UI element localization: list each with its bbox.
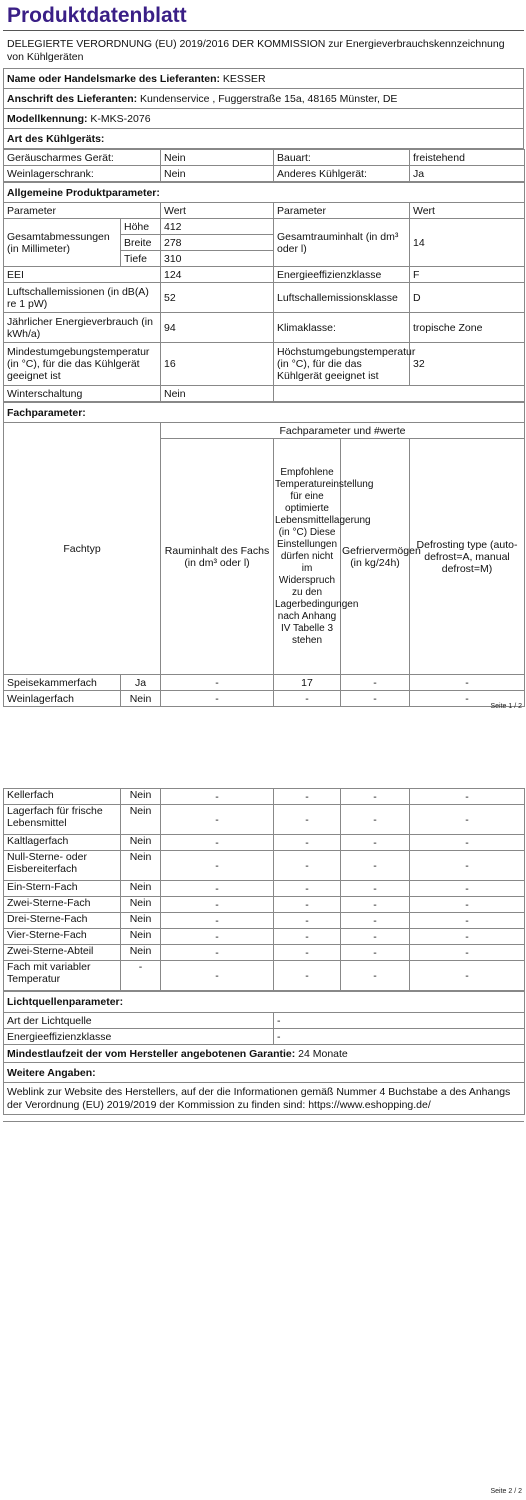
empty-cell	[274, 386, 525, 402]
warranty-row	[4, 1045, 525, 1063]
supplier-value: KESSER	[222, 72, 266, 85]
fach-volume: -	[161, 945, 274, 961]
fach-present: Nein	[121, 691, 161, 707]
regulation-text: DELEGIERTE VERORDNUNG (EU) 2019/2016 DER KOMMISSION zur Energieverbrauchskennzeichnung von Kühlgeräten	[7, 38, 505, 63]
further-info	[4, 1083, 525, 1115]
fach-temp: -	[274, 897, 341, 913]
device-value: Nein	[161, 166, 274, 182]
param-label: Mindestumgebungstemperatur (in °C), für die das Kühlgerät geeignet ist	[4, 343, 161, 386]
fach-name: Weinlagerfach	[4, 691, 121, 707]
page-1	[3, 0, 524, 710]
fach-present: Nein	[121, 913, 161, 929]
fach-name: Lagerfach für frische Lebensmittel	[4, 805, 121, 835]
fach-temp: -	[274, 835, 341, 851]
fach-volume: -	[161, 805, 274, 835]
fach-freeze: -	[341, 881, 410, 897]
fach-name: Kellerfach	[4, 789, 121, 805]
param-value: D	[410, 283, 525, 313]
param-label: EEI	[4, 267, 161, 283]
fach-freeze: -	[341, 675, 410, 691]
fach-temp: -	[274, 691, 341, 707]
header-table	[3, 68, 524, 149]
param-label: Energieeffizienzklasse	[274, 267, 410, 283]
fach-present: Ja	[121, 675, 161, 691]
winter-label: Winterschaltung	[4, 386, 161, 402]
param-value: 32	[410, 343, 525, 386]
fach-freeze: -	[341, 835, 410, 851]
fach-temp: -	[274, 851, 341, 881]
fach-volume: -	[161, 929, 274, 945]
device-label: Geräuscharmes Gerät:	[4, 150, 161, 166]
fach-temp: -	[274, 961, 341, 991]
warranty-label: Mindestlaufzeit der vom Hersteller angebotenen Garantie:	[7, 1047, 296, 1060]
col-temperature: Empfohlene Temperatureinstellung für eine optimierte Lebensmittellagerung (in °C) Diese Einstellungen dürfen nicht im Widerspruch zu den Lagerbedingungen nach Anhang IV Tabelle 3 stehen	[274, 439, 341, 675]
fach-name: Ein-Stern-Fach	[4, 881, 121, 897]
fach-defrost: -	[410, 897, 525, 913]
device-value: freistehend	[410, 150, 525, 166]
fach-volume: -	[161, 835, 274, 851]
fach-name: Speisekammerfach	[4, 675, 121, 691]
compartments-heading: Fachparameter:	[4, 403, 525, 423]
fach-freeze: -	[341, 961, 410, 991]
general-heading: Allgemeine Produktparameter:	[4, 183, 525, 203]
volume-value: 14	[410, 219, 525, 267]
address-row	[4, 89, 524, 109]
table-row	[4, 851, 525, 881]
fach-freeze: -	[341, 929, 410, 945]
light-value: -	[274, 1013, 525, 1029]
fach-freeze: -	[341, 945, 410, 961]
col-defrost: Defrosting type (auto-defrost=A, manual defrost=M)	[410, 439, 525, 675]
fach-defrost: -	[410, 805, 525, 835]
fach-present: Nein	[121, 851, 161, 881]
table-row	[4, 881, 525, 897]
model-row	[4, 109, 524, 129]
compartments-table-p2	[3, 788, 525, 991]
device-label: Anderes Kühlgerät:	[274, 166, 410, 182]
model-value: K-MKS-2076	[90, 112, 151, 125]
manufacturer-link[interactable]: https://www.eshopping.de/	[308, 1098, 431, 1111]
fach-freeze: -	[341, 851, 410, 881]
fach-defrost: -	[410, 691, 525, 707]
light-heading: Lichtquellenparameter:	[4, 992, 525, 1013]
address-value: Kundenservice , Fuggerstraße 15a, 48165 Münster, DE	[140, 92, 398, 105]
volume-label: Gesamtrauminhalt (in dm³ oder l)	[274, 219, 410, 267]
table-row	[4, 913, 525, 929]
fach-name: Drei-Sterne-Fach	[4, 913, 121, 929]
fach-defrost: -	[410, 789, 525, 805]
param-label: Klimaklasse:	[274, 313, 410, 343]
compartments-table-p1	[3, 402, 525, 707]
col-value: Wert	[161, 203, 274, 219]
table-row	[4, 897, 525, 913]
address-label: Anschrift des Lieferanten:	[7, 92, 138, 105]
param-label: Höchstumgebungstemperatur (in °C), für die das Kühlgerät geeignet ist	[274, 343, 410, 386]
fach-defrost: -	[410, 961, 525, 991]
light-value: -	[274, 1029, 525, 1045]
fach-temp: -	[274, 789, 341, 805]
further-heading: Weitere Angaben:	[4, 1063, 525, 1083]
fach-volume: -	[161, 675, 274, 691]
device-label: Weinlagerschrank:	[4, 166, 161, 182]
col-fachtyp: Fachtyp	[4, 423, 161, 675]
fach-volume: -	[161, 851, 274, 881]
fach-name: Vier-Sterne-Fach	[4, 929, 121, 945]
dim-label: Höhe	[121, 219, 161, 235]
dim-label: Tiefe	[121, 251, 161, 267]
fach-present: Nein	[121, 805, 161, 835]
table-row	[4, 675, 525, 691]
param-label: Luftschallemissionsklasse	[274, 283, 410, 313]
fach-temp: -	[274, 929, 341, 945]
fach-temp: 17	[274, 675, 341, 691]
fach-volume: -	[161, 897, 274, 913]
fach-present: -	[121, 961, 161, 991]
fach-volume: -	[161, 881, 274, 897]
fach-present: Nein	[121, 835, 161, 851]
fach-temp: -	[274, 913, 341, 929]
light-label: Art der Lichtquelle	[4, 1013, 274, 1029]
fach-defrost: -	[410, 945, 525, 961]
device-value: Ja	[410, 166, 525, 182]
device-value: Nein	[161, 150, 274, 166]
col-parameter: Parameter	[4, 203, 161, 219]
fach-volume: -	[161, 913, 274, 929]
fach-freeze: -	[341, 805, 410, 835]
fach-temp: -	[274, 945, 341, 961]
fach-present: Nein	[121, 929, 161, 945]
warranty-value: 24 Monate	[298, 1047, 348, 1060]
page-2-bottom-rule	[3, 1115, 524, 1122]
fach-temp: -	[274, 881, 341, 897]
param-label: Jährlicher Energieverbrauch (in kWh/a)	[4, 313, 161, 343]
group-header: Fachparameter und #werte	[161, 423, 525, 439]
device-row	[4, 150, 525, 166]
device-type-heading: Art des Kühlgeräts:	[4, 129, 524, 149]
col-parameter: Parameter	[274, 203, 410, 219]
page-number: Seite 2 / 2	[490, 1488, 522, 1495]
fach-temp: -	[274, 805, 341, 835]
dim-value: 310	[161, 251, 274, 267]
fach-freeze: -	[341, 789, 410, 805]
fach-volume: -	[161, 961, 274, 991]
fach-freeze: -	[341, 897, 410, 913]
fach-name: Kaltlagerfach	[4, 835, 121, 851]
fach-present: Nein	[121, 881, 161, 897]
device-type-table	[3, 149, 525, 182]
param-value: 52	[161, 283, 274, 313]
device-label: Bauart:	[274, 150, 410, 166]
param-value: 16	[161, 343, 274, 386]
fach-name: Zwei-Sterne-Abteil	[4, 945, 121, 961]
fach-defrost: -	[410, 929, 525, 945]
dimensions-label: Gesamtabmessungen (in Millimeter)	[4, 219, 121, 267]
fach-defrost: -	[410, 881, 525, 897]
table-row	[4, 805, 525, 835]
fach-freeze: -	[341, 691, 410, 707]
winter-value: Nein	[161, 386, 274, 402]
model-label: Modellkennung:	[7, 112, 88, 125]
light-label: Energieeffizienzklasse	[4, 1029, 274, 1045]
dim-value: 412	[161, 219, 274, 235]
supplier-label: Name oder Handelsmarke des Lieferanten:	[7, 72, 220, 85]
table-row	[4, 929, 525, 945]
col-freeze: Gefriervermögen (in kg/24h)	[341, 439, 410, 675]
param-label: Luftschallemissionen (in dB(A) re 1 pW)	[4, 283, 161, 313]
fach-volume: -	[161, 789, 274, 805]
fach-defrost: -	[410, 851, 525, 881]
general-table	[3, 182, 525, 402]
col-volume: Rauminhalt des Fachs (in dm³ oder l)	[161, 439, 274, 675]
param-value: tropische Zone	[410, 313, 525, 343]
table-row	[4, 945, 525, 961]
param-value: 124	[161, 267, 274, 283]
fach-name: Fach mit variabler Temperatur	[4, 961, 121, 991]
page-2	[3, 788, 524, 1495]
light-table	[3, 991, 525, 1115]
supplier-row	[4, 69, 524, 89]
param-value: 94	[161, 313, 274, 343]
page-number: Seite 1 / 2	[490, 703, 522, 710]
fach-defrost: -	[410, 835, 525, 851]
fach-name: Null-Sterne- oder Eisbereiterfach	[4, 851, 121, 881]
dim-label: Breite	[121, 235, 161, 251]
fach-freeze: -	[341, 913, 410, 929]
device-row	[4, 166, 525, 182]
fach-defrost: -	[410, 913, 525, 929]
further-text: Weblink zur Website des Herstellers, auf der die Informationen gemäß Nummer 4 Buchstabe a des Anhangs der Verordnung (EU) 2019/2019 der Kommission zu finden sind:	[7, 1085, 511, 1111]
fach-present: Nein	[121, 945, 161, 961]
table-row	[4, 835, 525, 851]
table-row	[4, 789, 525, 805]
fach-defrost: -	[410, 675, 525, 691]
fach-name: Zwei-Sterne-Fach	[4, 897, 121, 913]
dim-value: 278	[161, 235, 274, 251]
fach-present: Nein	[121, 897, 161, 913]
col-value: Wert	[410, 203, 525, 219]
fach-present: Nein	[121, 789, 161, 805]
document-title: Produktdatenblatt	[3, 0, 524, 31]
table-row	[4, 691, 525, 707]
table-row	[4, 961, 525, 991]
param-value: F	[410, 267, 525, 283]
fach-volume: -	[161, 691, 274, 707]
